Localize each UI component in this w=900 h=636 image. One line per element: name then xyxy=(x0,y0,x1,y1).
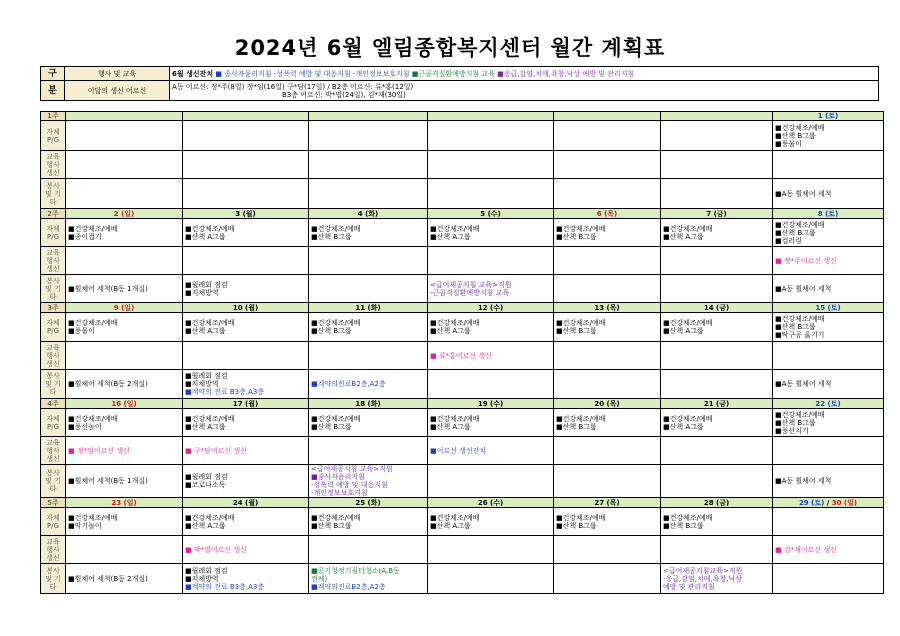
cell-line: ■건강체조/예배 xyxy=(68,414,118,423)
service-row-label: 봉사 및 기타 xyxy=(41,564,66,594)
program-cell xyxy=(428,313,554,342)
program-cell xyxy=(661,121,773,151)
edu-cell xyxy=(428,536,554,564)
cell-line: ■건강체조/예배 xyxy=(68,224,118,233)
day-header: 4 (화) xyxy=(309,209,428,219)
edu-cell xyxy=(554,342,661,370)
event-item: -성폭력 예방 및 대응지침 xyxy=(273,69,351,78)
service-cell xyxy=(554,275,661,303)
day-header: 27 (목) xyxy=(554,498,661,508)
program-cell xyxy=(554,219,661,247)
service-cell xyxy=(554,465,661,498)
program-cell xyxy=(309,121,428,151)
cell-line: ■계약의 진료 B3층,A3층 xyxy=(185,388,265,396)
cell-line: ■산책 A그룹 xyxy=(185,232,226,241)
cell-line: ■풍물이 xyxy=(68,327,95,335)
service-cell xyxy=(309,370,428,399)
program-row-label: 자체 P/G xyxy=(41,508,66,536)
service-cell xyxy=(661,564,773,594)
cell-line: ■건강체조/예배 xyxy=(556,513,606,522)
program-cell xyxy=(554,409,661,437)
edu-row-label: 교육 행사 생신 xyxy=(41,437,66,465)
cell-line: ■건강체조/예배 xyxy=(556,319,606,327)
day-header: 20 (목) xyxy=(554,399,661,409)
service-cell xyxy=(66,370,183,399)
program-cell xyxy=(773,508,884,536)
service-cell xyxy=(773,275,884,303)
cell-line: ■건강체조/예배 xyxy=(663,414,713,423)
program-row-label: 자체 P/G xyxy=(41,313,66,342)
cell-line: ■건강체조/예배 xyxy=(556,414,606,423)
day-header xyxy=(428,112,554,121)
day-header: 15 (토) xyxy=(773,303,884,313)
service-cell xyxy=(183,370,309,399)
cell-line: ■산책 A그룹 xyxy=(430,521,471,530)
day-header: 3 (월) xyxy=(183,209,309,219)
service-cell xyxy=(183,179,309,209)
cell-line: ■산책 B그룹 xyxy=(556,232,597,241)
cell-line: ■산책 B그룹 xyxy=(556,521,597,530)
cell-line: ■ 류*홍어르신 생신 xyxy=(430,351,492,360)
edu-cell xyxy=(661,536,773,564)
event-label: 행사 및 교육 xyxy=(65,67,170,81)
cell-line: ■산책 A그룹 xyxy=(185,422,226,431)
cell-line: ■풍선치기 xyxy=(775,426,809,435)
info-table xyxy=(40,66,879,101)
program-cell xyxy=(309,313,428,342)
cell-line: ■ 박*엽어르신 생신 xyxy=(185,545,247,554)
day-header xyxy=(554,112,661,121)
cell-line: ■산책 B그룹 xyxy=(775,228,816,237)
cell-line: ■건강체조/예배 xyxy=(775,315,825,323)
cell-line: ■ 김*재어르신 생신 xyxy=(775,545,837,554)
cell-line: ■월례회 점검 xyxy=(185,473,228,481)
day-header: 8 (토) xyxy=(773,209,884,219)
cell-line: ■종사자윤리지침 xyxy=(311,473,365,481)
service-cell xyxy=(309,564,428,594)
day-header: 16 (일) xyxy=(66,399,183,409)
week-label: 3주 xyxy=(41,303,66,313)
calendar-table xyxy=(40,111,884,594)
cell-line: ■건강체조/예배 xyxy=(185,513,235,522)
birthday-line-1: A동 어르신: 정*주(8일) 정*임(16일) 구*담(17일) / B2층 어르신: 류*홍(12일) xyxy=(172,82,414,91)
cell-line: ■건강체조/예배 xyxy=(663,319,713,327)
cell-line: ■산책 A그룹 xyxy=(663,422,704,431)
edu-cell xyxy=(183,247,309,275)
edu-cell xyxy=(183,437,309,465)
page-title: 2024년 6월 엘림종합복지센터 월간 계획표 xyxy=(234,36,666,60)
cell-line: ■산책 B그룹 xyxy=(311,327,352,335)
cell-line: ■산책 B그룹 xyxy=(556,422,597,431)
service-cell xyxy=(66,179,183,209)
cell-line: ■휠체어 세척(B동 2개실) xyxy=(68,574,148,583)
program-cell xyxy=(309,508,428,536)
edu-cell xyxy=(66,247,183,275)
cell-line: ■ 정*임어르신 생신 xyxy=(68,446,130,455)
service-row-label: 봉사 및 기타 xyxy=(41,370,66,399)
edu-cell xyxy=(66,151,183,179)
cell-line: ■산책 B그룹 xyxy=(775,418,816,427)
program-cell xyxy=(183,219,309,247)
day-header: 9 (일) xyxy=(66,303,183,313)
saturday-date: 29 (토) xyxy=(798,498,825,507)
cell-line: ■컬러링 xyxy=(775,236,802,245)
birthday-label: 이달의 생신 어르신 xyxy=(65,81,170,101)
program-cell xyxy=(66,508,183,536)
program-cell xyxy=(309,219,428,247)
event-item: ■근골격질환예방지침 교육 xyxy=(411,69,495,78)
service-cell xyxy=(428,465,554,498)
service-cell xyxy=(554,370,661,399)
cell-line: ■건강체조/예배 xyxy=(185,414,235,423)
cell-line: ■건강체조/예배 xyxy=(430,224,480,233)
edu-cell xyxy=(183,342,309,370)
cell-line: ■건강체조/예배 xyxy=(663,224,713,233)
cell-line: ■건강체조/예배 xyxy=(311,513,361,522)
edu-cell xyxy=(773,247,884,275)
service-cell xyxy=(66,275,183,303)
service-cell xyxy=(309,465,428,498)
program-cell xyxy=(661,508,773,536)
cell-line: ■계약의진료B2층,A2층 xyxy=(311,582,386,591)
cell-line: ■건강체조/예배 xyxy=(68,513,118,522)
service-row-label: 봉사 및 기타 xyxy=(41,465,66,498)
day-header: 11 (화) xyxy=(309,303,428,313)
cell-line: -응급,감염,치매,욕창,낙상 xyxy=(663,574,743,583)
day-header: 12 (수) xyxy=(428,303,554,313)
day-header: 17 (월) xyxy=(183,399,309,409)
week-label: 2주 xyxy=(41,209,66,219)
program-cell xyxy=(554,313,661,342)
cell-line: ■종이접기 xyxy=(68,232,102,241)
cell-line: ■건강체조/예배 xyxy=(311,414,361,423)
cell-line: ■산책 B그룹 xyxy=(775,323,816,331)
edu-cell xyxy=(309,247,428,275)
day-header: 6 (목) xyxy=(554,209,661,219)
edu-cell xyxy=(773,536,884,564)
edu-cell xyxy=(428,151,554,179)
program-cell xyxy=(183,409,309,437)
cell-line: ■지체방역 xyxy=(185,574,219,583)
cell-line: ■건강체조/예배 xyxy=(430,319,480,327)
service-cell xyxy=(183,564,309,594)
program-cell xyxy=(66,121,183,151)
cell-line: ■휠체어 세척(B동 2개실) xyxy=(68,380,148,388)
edu-row-label: 교육 행사 생신 xyxy=(41,247,66,275)
day-header: 13 (목) xyxy=(554,303,661,313)
birthday-line-2: B3층 어르신: 박*엽(24일), 김*재(30일) xyxy=(282,90,406,99)
cell-line: ■건강체조/예배 xyxy=(430,414,480,423)
cell-line: ■월례회 점검 xyxy=(185,280,228,289)
week-label: 4주 xyxy=(41,399,66,409)
edu-cell xyxy=(66,536,183,564)
service-cell xyxy=(773,564,884,594)
cell-line: ■건강체조/예배 xyxy=(185,319,235,327)
edu-cell xyxy=(773,151,884,179)
cell-line: ■건강체조/예배 xyxy=(775,123,825,132)
day-header: 23 (일) xyxy=(66,498,183,508)
cell-line: ■A동 휠체어 세척 xyxy=(775,477,832,485)
day-header: 24 (월) xyxy=(183,498,309,508)
sunday-date: 30 (일) xyxy=(831,498,858,507)
program-cell xyxy=(428,219,554,247)
program-cell xyxy=(66,313,183,342)
cell-line: ■산책 B그룹 xyxy=(311,521,352,530)
service-cell xyxy=(661,370,773,399)
program-cell xyxy=(773,121,884,151)
service-cell xyxy=(773,179,884,209)
cell-line: ■지체방역 xyxy=(185,380,219,388)
service-cell xyxy=(773,465,884,498)
week-label: 5주 xyxy=(41,498,66,508)
cell-line: ■공기청정기필터청소(A,B동 xyxy=(311,566,400,575)
gu-label-bottom: 분 xyxy=(41,81,65,101)
edu-cell xyxy=(554,151,661,179)
cell-line: <급여제공지침 교육>직원 xyxy=(430,280,512,289)
service-cell xyxy=(428,370,554,399)
edu-cell xyxy=(554,247,661,275)
cell-line: ■ 정*주어르신 생신 xyxy=(775,256,837,265)
program-row-label: 자체 P/G xyxy=(41,409,66,437)
service-cell xyxy=(554,179,661,209)
program-row-label: 자체 P/G xyxy=(41,121,66,151)
cell-line: ■풍물이 xyxy=(775,139,802,148)
week-label: 1주 xyxy=(41,112,66,121)
cell-line: ■산책 A그룹 xyxy=(663,327,704,335)
day-header: 21 (금) xyxy=(661,399,773,409)
program-cell xyxy=(183,121,309,151)
cell-line: <급여제공지침 교육>직원 xyxy=(311,465,393,473)
cell-line: ■건강체조/예배 xyxy=(775,220,825,229)
edu-cell xyxy=(309,151,428,179)
program-cell xyxy=(66,409,183,437)
edu-cell xyxy=(66,437,183,465)
service-cell xyxy=(661,179,773,209)
service-cell xyxy=(661,465,773,498)
program-cell xyxy=(661,219,773,247)
cell-line: ■건강체조/예배 xyxy=(556,224,606,233)
cell-line: ■탁구공 옮기기 xyxy=(775,331,825,339)
edu-cell xyxy=(773,437,884,465)
program-cell xyxy=(66,219,183,247)
program-cell xyxy=(773,409,884,437)
day-header: 7 (금) xyxy=(661,209,773,219)
day-header xyxy=(773,498,884,508)
cell-line: ■산책 A그룹 xyxy=(185,327,226,335)
edu-cell xyxy=(309,437,428,465)
edu-cell xyxy=(661,151,773,179)
cell-line: ■계약의진료B2층,A2층 xyxy=(311,380,386,388)
cell-line: 전체) xyxy=(311,574,328,583)
edu-cell xyxy=(661,437,773,465)
program-cell xyxy=(661,409,773,437)
edu-cell xyxy=(309,342,428,370)
service-cell xyxy=(183,275,309,303)
cell-line: ■코로나소독 xyxy=(185,481,226,489)
cell-line: ■A동 휠체어 세척 xyxy=(775,189,832,198)
service-row-label: 봉사 및 기타 xyxy=(41,179,66,209)
cell-line: ■건강체조/예배 xyxy=(68,319,118,327)
edu-row-label: 교육 행사 생신 xyxy=(41,536,66,564)
service-cell xyxy=(773,370,884,399)
cell-line: ■산책 A그룹 xyxy=(430,232,471,241)
program-cell xyxy=(554,508,661,536)
cell-line: ■산책 A그룹 xyxy=(185,521,226,530)
program-cell xyxy=(428,121,554,151)
program-cell xyxy=(183,313,309,342)
day-header: 19 (수) xyxy=(428,399,554,409)
cell-line: ■풍선놀이 xyxy=(68,422,102,431)
cell-line: -개인정보보호지침 xyxy=(311,489,368,497)
day-header xyxy=(66,112,183,121)
event-line-head: 6월 생신잔치 xyxy=(172,69,214,78)
cell-line: ■건강체조/예배 xyxy=(311,224,361,233)
birthday-cell xyxy=(170,81,879,101)
cell-line: ■휠체어 세척(B동 1개실) xyxy=(68,284,148,293)
edu-cell xyxy=(66,342,183,370)
program-cell xyxy=(428,409,554,437)
service-cell xyxy=(183,465,309,498)
cell-line: ■건강체조/예배 xyxy=(775,410,825,419)
cell-line: ■지체방역 xyxy=(185,288,219,297)
service-cell xyxy=(309,179,428,209)
edu-cell xyxy=(661,342,773,370)
edu-cell xyxy=(183,536,309,564)
cell-line: ■산책 B그룹 xyxy=(663,521,704,530)
cell-line: -성폭력 예방 및 대응지침 xyxy=(311,481,388,489)
edu-cell xyxy=(554,536,661,564)
cell-line: ■산책 B그룹 xyxy=(311,422,352,431)
edu-cell xyxy=(183,151,309,179)
program-cell xyxy=(773,313,884,342)
cell-line: ■건강체조/예배 xyxy=(185,224,235,233)
day-header: 1 (토) xyxy=(773,112,884,121)
service-cell xyxy=(554,564,661,594)
service-cell xyxy=(428,179,554,209)
service-cell xyxy=(428,564,554,594)
day-header: 14 (금) xyxy=(661,303,773,313)
service-row-label: 봉사 및 기타 xyxy=(41,275,66,303)
edu-cell xyxy=(428,342,554,370)
edu-cell xyxy=(773,342,884,370)
cell-line: ■월례회 점검 xyxy=(185,372,228,380)
program-cell xyxy=(183,508,309,536)
cell-line: ■휠체어 세척(B동 1개실) xyxy=(68,477,148,485)
day-header: 22 (토) xyxy=(773,399,884,409)
day-header: 18 (화) xyxy=(309,399,428,409)
program-row-label: 자체 P/G xyxy=(41,219,66,247)
event-line xyxy=(170,67,879,81)
cell-line: ■산책 B그룹 xyxy=(775,131,816,140)
gu-label-top: 구 xyxy=(41,67,65,81)
service-cell xyxy=(309,275,428,303)
event-item: -개인정보보호지침 xyxy=(352,69,410,78)
service-cell xyxy=(66,465,183,498)
event-item: ■응급,감염,치매,욕창,낙상 예방 및 관리지침 xyxy=(497,69,635,78)
day-header xyxy=(661,112,773,121)
service-cell xyxy=(66,564,183,594)
program-cell xyxy=(428,508,554,536)
day-header: 5 (수) xyxy=(428,209,554,219)
cell-line: ■산책 B그룹 xyxy=(556,327,597,335)
day-header xyxy=(183,112,309,121)
cell-line: ■산책 A그룹 xyxy=(430,327,471,335)
service-cell xyxy=(661,275,773,303)
cell-line: ■악기놀이 xyxy=(68,521,102,530)
edu-cell xyxy=(661,247,773,275)
cell-line: ■건강체조/예배 xyxy=(663,513,713,522)
day-header: 10 (월) xyxy=(183,303,309,313)
edu-cell xyxy=(554,437,661,465)
event-item: ■ 종사자윤리지침 xyxy=(215,69,272,78)
day-header: 28 (금) xyxy=(661,498,773,508)
cell-line: 예방 및 관리지침 xyxy=(663,582,715,591)
day-header: 26 (수) xyxy=(428,498,554,508)
edu-row-label: 교육 행사 생신 xyxy=(41,151,66,179)
cell-line: ■월례회 점검 xyxy=(185,566,228,575)
day-header xyxy=(309,112,428,121)
edu-cell xyxy=(309,536,428,564)
service-cell xyxy=(428,275,554,303)
cell-line: ■계약의 진료 B3층,A3층 xyxy=(185,582,265,591)
cell-line: ■산책 A그룹 xyxy=(430,422,471,431)
program-cell xyxy=(309,409,428,437)
date-separator: / xyxy=(824,498,832,507)
program-cell xyxy=(773,219,884,247)
edu-row-label: 교육 행사 생신 xyxy=(41,342,66,370)
cell-line: ■A동 휠체어 세척 xyxy=(775,380,832,388)
program-cell xyxy=(661,313,773,342)
edu-cell xyxy=(428,247,554,275)
cell-line: -근골격질환예방지침 교육 xyxy=(430,288,510,297)
cell-line: ■어르신 생신잔치 xyxy=(430,446,487,455)
cell-line: ■산책 A그룹 xyxy=(663,232,704,241)
cell-line: ■건강체조/예배 xyxy=(430,513,480,522)
cell-line: ■산책 B그룹 xyxy=(311,232,352,241)
day-header: 25 (화) xyxy=(309,498,428,508)
cell-line: <급여제공지침교육>직원 xyxy=(663,566,743,575)
cell-line: ■건강체조/예배 xyxy=(311,319,361,327)
cell-line: ■ 구*담어르신 생신 xyxy=(185,446,247,455)
edu-cell xyxy=(428,437,554,465)
day-header: 2 (일) xyxy=(66,209,183,219)
cell-line: ■A동 휠체어 세척 xyxy=(775,284,832,293)
program-cell xyxy=(554,121,661,151)
